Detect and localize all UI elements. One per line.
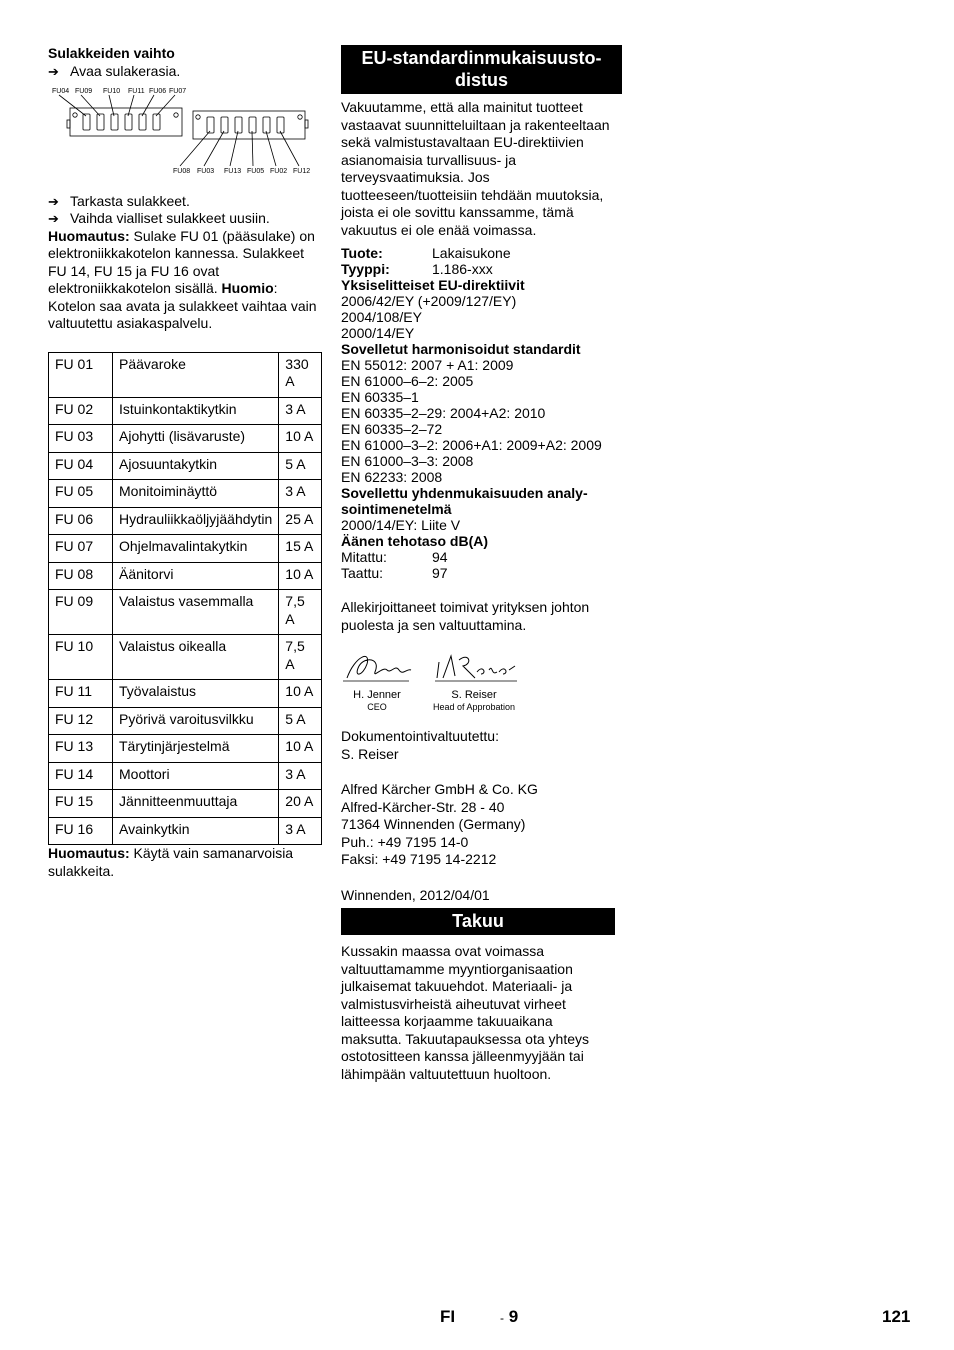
directives-list	[341, 293, 622, 341]
note-text: Sulake FU 01 (pääsulake) on elektroniikkakotelon kannessa. Sulakkeet FU 14, FU 15 ja FU 16 ovat elektroniikkakotelon sisällä.	[48, 227, 315, 296]
step-replace	[48, 210, 322, 228]
fuse-row	[49, 735, 322, 763]
doc-auth-label: Dokumentointivaltuutettu:	[341, 728, 499, 744]
fuse-id: FU 01	[49, 352, 113, 397]
fuse-row	[49, 562, 322, 590]
fuse-function: Tärytinjärjestelmä	[113, 735, 279, 763]
guaranteed-label: Taattu:	[341, 565, 384, 581]
standard-item: EN 60335–1	[341, 389, 419, 405]
fuse-rating: 5 A	[279, 707, 322, 735]
measured-label: Mitattu:	[341, 549, 387, 565]
fuse-rating: 10 A	[279, 680, 322, 708]
fuse-row	[49, 535, 322, 563]
method-title: sointimenetelmä	[341, 501, 452, 517]
fuse-table	[48, 352, 322, 846]
diagram-label-top: FU04	[52, 88, 70, 95]
footnote-label: Huomautus:	[48, 845, 130, 861]
eu-declaration-heading	[341, 45, 622, 94]
fuse-row	[49, 480, 322, 508]
step-replace-text: Vaihda vialliset sulakkeet uusiin.	[70, 210, 270, 226]
step-open-text: Avaa sulakerasia.	[70, 62, 181, 79]
footer-local-number: 9	[508, 1307, 519, 1326]
step-check	[48, 193, 322, 211]
standards-list	[341, 357, 622, 485]
heading-line: distus	[454, 70, 508, 90]
diagram-label-bottom: FU03	[197, 168, 215, 175]
product-label: Tuote:	[341, 245, 383, 261]
fuse-rating: 330 A	[279, 352, 322, 397]
signatures	[341, 648, 622, 710]
address-line: Alfred Kärcher GmbH & Co. KG	[341, 781, 538, 797]
fuse-row	[49, 352, 322, 397]
warranty-heading: Takuu	[341, 908, 615, 935]
arrow-right-icon: ➔	[48, 193, 59, 209]
fuse-id: FU 08	[49, 562, 113, 590]
fuse-id: FU 02	[49, 397, 113, 425]
fuse-id: FU 13	[49, 735, 113, 763]
fuse-function: Pyörivä varoitusvilkku	[113, 707, 279, 735]
fuse-id: FU 09	[49, 590, 113, 635]
fuse-function: Ohjelmavalintakytkin	[113, 535, 279, 563]
fuse-id: FU 04	[49, 452, 113, 480]
fuse-rating: 3 A	[279, 762, 322, 790]
directive-item: 2004/108/EY	[341, 309, 422, 325]
fuse-function: Hydrauliikkaöljyjäähdytin	[113, 507, 279, 535]
product-value: Lakaisukone	[432, 245, 511, 261]
signer1-title: CEO	[367, 701, 387, 712]
fuse-id: FU 14	[49, 762, 113, 790]
signer2-title: Head of Approbation	[432, 701, 516, 712]
warranty-text: Kussakin maassa ovat voimassa valtuuttamamme myyntiorganisaation julkaisemat takuuehdot. Materiaali- ja valmistusvirheistä aiheutuvat virheet laitteessa korjaamme takuuaikana maksutta. Takuutapauksessa ota yhteys ostotositteen kanssa jälleenmyyjään tai lähimpään valtuutettuun huoltoon.	[341, 943, 589, 1082]
measured-row	[341, 549, 622, 565]
address-line: 71364 Winnenden (Germany)	[341, 816, 526, 832]
note-label: Huomautus:	[48, 227, 130, 244]
fuse-function: Monitoiminäyttö	[113, 480, 279, 508]
fuse-function: Päävaroke	[113, 352, 279, 397]
standard-item: EN 62233: 2008	[341, 469, 443, 485]
standard-item: EN 60335–2–72	[341, 421, 443, 437]
footer-page-number: 121	[882, 1307, 911, 1326]
diagram-label-top: FU06	[149, 88, 167, 95]
fuse-function: Valaistus vasemmalla	[113, 590, 279, 635]
fuse-function: Istuinkontaktikytkin	[113, 397, 279, 425]
address-line: Faksi: +49 7195 14-2212	[341, 851, 497, 867]
diagram-label-top: FU07	[169, 88, 187, 95]
fuse-row	[49, 790, 322, 818]
fuse-section	[48, 45, 322, 880]
declaration-section	[341, 45, 622, 1083]
fuse-function: Jännitteenmuuttaja	[113, 790, 279, 818]
fuse-rating: 7,5 A	[279, 635, 322, 680]
fuse-rating: 25 A	[279, 507, 322, 535]
fuse-id: FU 03	[49, 425, 113, 453]
company-address	[341, 781, 622, 869]
fuse-function: Avainkytkin	[113, 817, 279, 845]
directive-item: 2000/14/EY	[341, 325, 415, 341]
documentation-authority	[341, 728, 622, 763]
standard-item: EN 61000–3–3: 2008	[341, 453, 474, 469]
fuse-rating: 7,5 A	[279, 590, 322, 635]
arrow-right-icon: ➔	[48, 63, 59, 79]
fuse-note	[48, 228, 322, 333]
address-line: Alfred-Kärcher-Str. 28 - 40	[341, 798, 505, 815]
method-title: Sovellettu yhdenmukaisuuden analy-	[341, 485, 588, 501]
measured-value: 94	[432, 549, 448, 565]
fuse-id: FU 11	[49, 680, 113, 708]
fuse-row	[49, 762, 322, 790]
place-date: Winnenden, 2012/04/01	[341, 886, 490, 903]
fuse-function: Ajohytti (lisävaruste)	[113, 425, 279, 453]
fuse-rating: 10 A	[279, 425, 322, 453]
fuse-row	[49, 507, 322, 535]
type-row	[341, 261, 622, 277]
diagram-label-top: FU10	[103, 88, 121, 95]
fuse-rating: 3 A	[279, 397, 322, 425]
standard-item: EN 61000–3–2: 2006+A1: 2009+A2: 2009	[341, 437, 602, 453]
signatories-text: Allekirjoittaneet toimivat yrityksen johton puolesta ja sen valtuuttamina.	[341, 599, 590, 633]
directives-title: Yksiselitteiset EU-direktiivit	[341, 277, 525, 293]
fuse-row	[49, 817, 322, 845]
arrow-right-icon: ➔	[48, 211, 59, 226]
fuse-row	[49, 680, 322, 708]
signer1-name: H. Jenner	[353, 688, 401, 701]
type-value: 1.186-xxx	[432, 261, 493, 277]
diagram-label-bottom: FU12	[293, 168, 311, 175]
signature-reiser	[429, 648, 519, 710]
signature-reiser-graphic	[429, 648, 519, 684]
diagram-label-bottom: FU08	[173, 168, 191, 175]
fuse-row	[49, 425, 322, 453]
fuse-rating: 15 A	[279, 535, 322, 563]
fuse-box-diagram	[50, 86, 312, 176]
address-line: Puh.: +49 7195 14-0	[341, 833, 469, 850]
fuse-row	[49, 635, 322, 680]
fuse-id: FU 10	[49, 635, 113, 680]
step-open	[48, 63, 322, 81]
diagram-label-bottom: FU05	[247, 168, 265, 175]
diagram-label-bottom: FU13	[224, 168, 242, 175]
standard-item: EN 60335–2–29: 2004+A2: 2010	[341, 405, 546, 421]
fuse-row	[49, 590, 322, 635]
diagram-label-bottom: FU02	[270, 168, 288, 175]
guaranteed-row	[341, 565, 622, 581]
directive-item: 2006/42/EY (+2009/127/EY)	[341, 293, 517, 309]
standards-title: Sovelletut harmonisoidut standardit	[341, 341, 581, 357]
fuse-function: Moottori	[113, 762, 279, 790]
fuse-rating: 3 A	[279, 817, 322, 845]
fuse-id: FU 15	[49, 790, 113, 818]
fuse-id: FU 06	[49, 507, 113, 535]
standard-item: EN 61000–6–2: 2005	[341, 373, 474, 389]
product-info	[341, 245, 622, 581]
fuse-id: FU 12	[49, 707, 113, 735]
fuse-function: Työvalaistus	[113, 680, 279, 708]
diagram-label-top: FU11	[128, 88, 145, 95]
footer-dash: -	[500, 1311, 504, 1325]
fuse-rating: 20 A	[279, 790, 322, 818]
standard-item: EN 55012: 2007 + A1: 2009	[341, 357, 514, 373]
footer-language: FI	[440, 1307, 456, 1326]
signature-jenner-graphic	[341, 648, 413, 684]
doc-auth-name: S. Reiser	[341, 745, 399, 762]
type-label: Tyyppi:	[341, 261, 390, 277]
footer-local-page	[500, 1308, 518, 1328]
fuse-rating: 3 A	[279, 480, 322, 508]
caution-label: Huomio	[221, 280, 274, 296]
footnote	[48, 845, 322, 880]
fuse-function: Valaistus oikealla	[113, 635, 279, 680]
sound-title: Äänen tehotaso dB(A)	[341, 533, 488, 549]
footnote-text: Käytä vain samanarvoisia sulakkeita.	[48, 845, 294, 879]
fuse-id: FU 16	[49, 817, 113, 845]
fuse-function: Ajosuuntakytkin	[113, 452, 279, 480]
fuse-id: FU 05	[49, 480, 113, 508]
section-title: Sulakkeiden vaihto	[48, 45, 175, 61]
product-row	[341, 245, 622, 261]
signer2-name: S. Reiser	[451, 688, 497, 701]
signature-jenner	[341, 648, 413, 710]
fuse-row	[49, 452, 322, 480]
heading-line: EU-standardinmukaisuusto-	[361, 48, 602, 68]
fuse-rating: 10 A	[279, 735, 322, 763]
declaration-intro: Vakuutamme, että alla mainitut tuotteet vastaavat suunnitteluiltaan ja rakenteeltaan sekä valmistustavaltaan EU-direktiivien asianomaisia turvallisuus- ja terveysvaatimuksia. Jos tuotteeseen/tuotteisiin tehdään muutoksia, joista ei ole sovittu kanssamme, tämä vakuutus ei ole enää voimassa.	[341, 99, 610, 238]
step-check-text: Tarkasta sulakkeet.	[70, 192, 190, 209]
fuse-rating: 5 A	[279, 452, 322, 480]
fuse-row	[49, 397, 322, 425]
fuse-id: FU 07	[49, 535, 113, 563]
method-value: 2000/14/EY: Liite V	[341, 517, 461, 533]
fuse-rating: 10 A	[279, 562, 322, 590]
caution-text: : Kotelon saa avata ja sulakkeet vaihtaa vain valtuutettu asiakaspalvelu.	[48, 280, 317, 331]
diagram-label-top: FU09	[75, 88, 93, 95]
fuse-row	[49, 707, 322, 735]
fuse-function: Äänitorvi	[113, 562, 279, 590]
guaranteed-value: 97	[432, 565, 448, 581]
